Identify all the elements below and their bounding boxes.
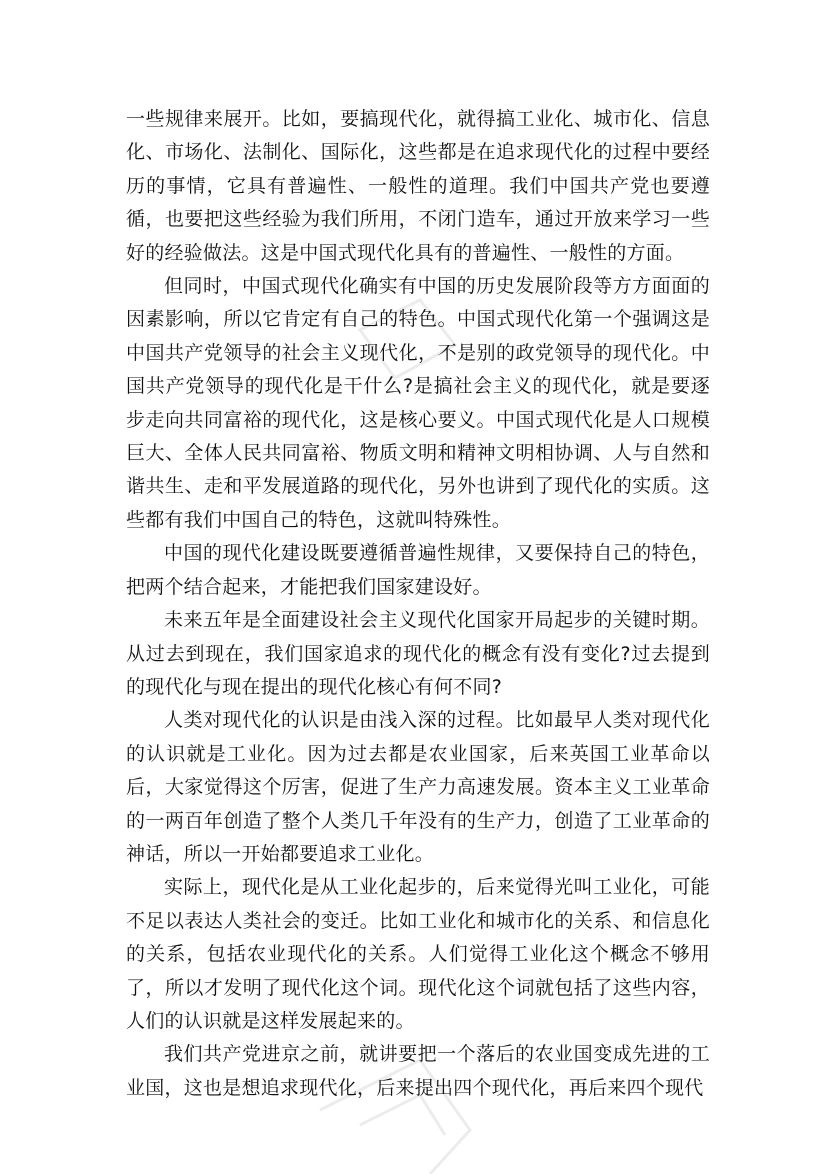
paragraph-4: 未来五年是全面建设社会主义现代化国家开局起步的关键时期。从过去到现在，我们国家追求的现代化的概念有没有变化?过去提到的现代化与现在提出的现代化核心有何不同? — [126, 609, 710, 698]
paragraph-7: 我们共产党进京之前，就讲要把一个落后的农业国变成先进的工业国，这也是想追求现代化，后来提出四个现代化，再后来四个现代 — [126, 1043, 710, 1099]
paragraph-6: 实际上，现代化是从工业化起步的，后来觉得光叫工业化，可能不足以表达人类社会的变迁。比如工业化和城市化的关系、和信息化的关系，包括农业现代化的关系。人们觉得工业化这个概念不够用了，所以才发明了现代化这个词。现代化这个词就包括了这些内容，人们的认识就是这样发展起来的。 — [126, 876, 710, 1032]
paragraph-3: 中国的现代化建设既要遵循普遍性规律，又要保持自己的特色，把两个结合起来，才能把我们国家建设好。 — [126, 542, 710, 598]
paragraph-2: 但同时，中国式现代化确实有中国的历史发展阶段等方方面面的因素影响，所以它肯定有自己的特色。中国式现代化第一个强调这是中国共产党领导的社会主义现代化，不是别的政党领导的现代化。中国共产党领导的现代化是干什么?是搞社会主义的现代化，就是要逐步走向共同富裕的现代化，这是核心要义。中国式现代化是人口规模巨大、全体人民共同富裕、物质文明和精神文明相协调、人与自然和谐共生、走和平发展道路的现代化，另外也讲到了现代化的实质。这些都有我们中国自己的特色，这就叫特殊性。 — [126, 275, 710, 531]
paragraph-5: 人类对现代化的认识是由浅入深的过程。比如最早人类对现代化的认识就是工业化。因为过去都是农业国家，后来英国工业革命以后，大家觉得这个厉害，促进了生产力高速发展。资本主义工业革命的一两百年创造了整个人类几千年没有的生产力，创造了工业革命的神话，所以一开始都要追求工业化。 — [126, 709, 710, 865]
body-text — [126, 103, 710, 1105]
paragraph-1: 一些规律来展开。比如，要搞现代化，就得搞工业化、城市化、信息化、市场化、法制化、国际化，这些都是在追求现代化的过程中要经历的事情，它具有普遍性、一般性的道理。我们中国共产党也要遵循，也要把这些经验为我们所用，不闭门造车，通过开放来学习一些好的经验做法。这是中国式现代化具有的普遍性、一般性的方面。 — [126, 108, 710, 264]
